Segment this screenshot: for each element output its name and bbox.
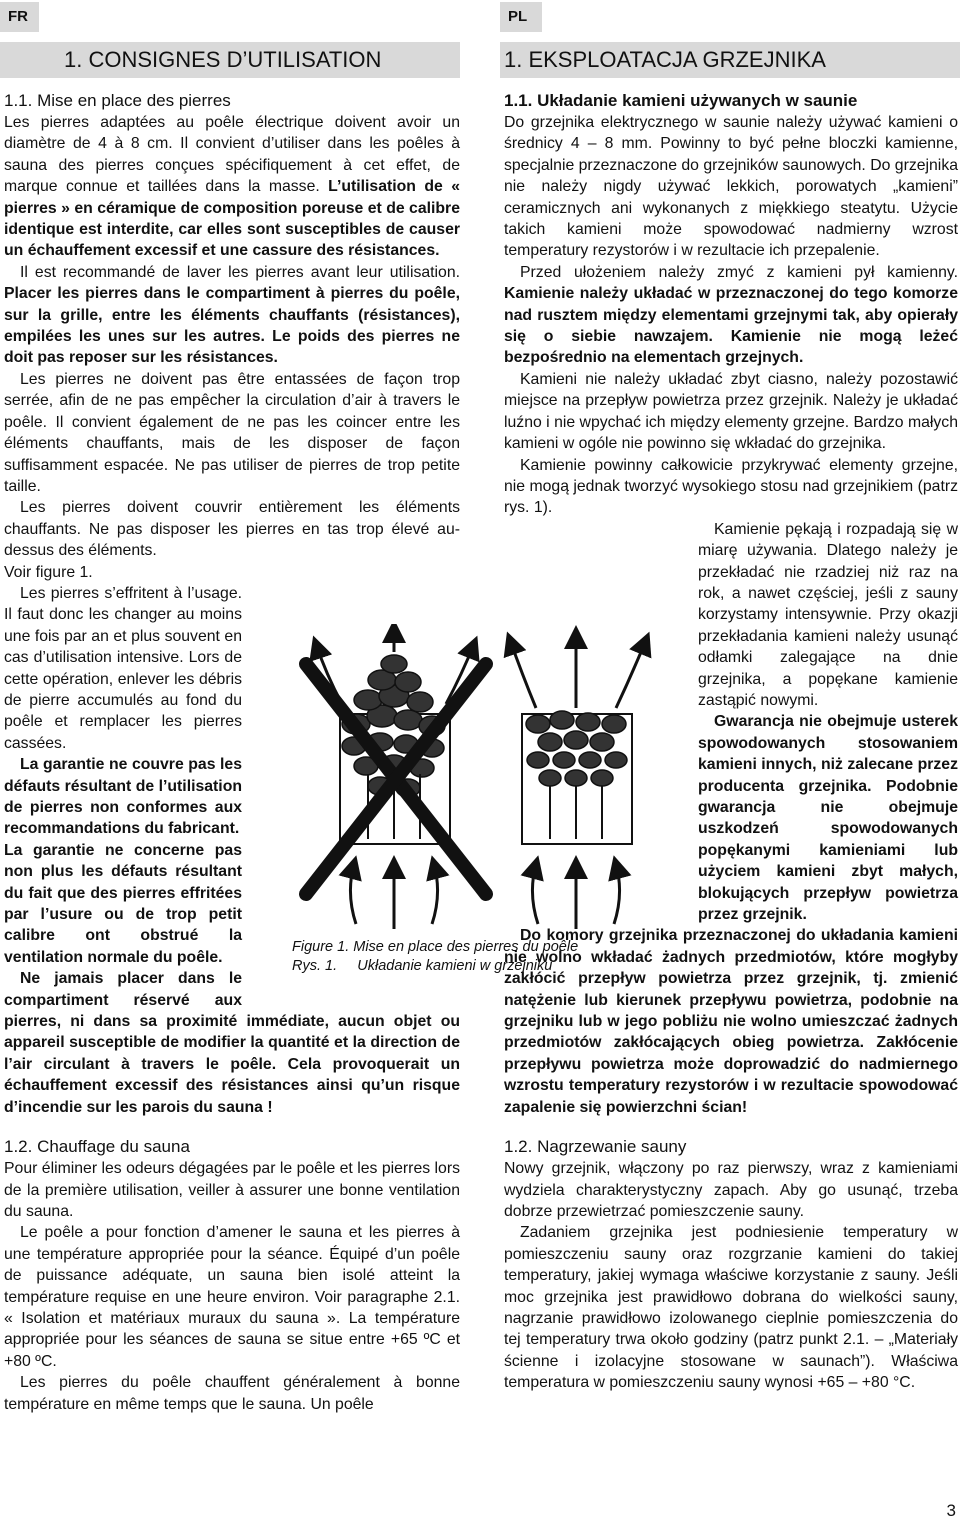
paragraph: Nowy grzejnik, włączony po raz pierwszy, wraz z kamieniami wydziela charakterystyczny zapach. Aby go usunąć, trzeba dobrze przewietrzać pomieszczenie sauny. [504, 1160, 958, 1220]
text-run: Les pierres adaptées au poêle électrique doivent avoir un diamètre de 4 à 8 cm. Il convient d’utiliser dans les poêles à sauna des pierres conçues spécifiquement à cet effet, de marque connue et taillées dans la masse. [4, 114, 460, 196]
heading-1-1-fr: 1.1. Mise en place des pierres [4, 91, 231, 110]
heading-1-2-fr: 1.2. Chauffage du sauna [4, 1137, 190, 1157]
page-number: 3 [946, 1501, 956, 1520]
paragraph-bold: La garantie ne couvre pas les défauts résultant de l’utilisation de pierres non conformes aux recommandations du fabricant. [4, 756, 242, 838]
figure-stone-placement [286, 624, 666, 936]
paragraph: Voir figure 1. [4, 563, 93, 581]
text-run: Przed ułożeniem należy zmyć z kamieni pył kamienny. [520, 263, 958, 281]
paragraph-bold: Ne jamais placer dans le compartiment réservé aux pierres, ni dans sa proximité immédiate, aucun objet ou appareil susceptible de modifier la quantité et la direction de l’air circulant à travers le poêle. Cela provoquerait un échauffement excessif des résistances ainsi qu’un risque d’incendie sur les parois du sauna ! [4, 970, 460, 1116]
page-title-fr: 1. CONSIGNES D’UTILISATION [64, 47, 382, 72]
paragraph [4, 262, 460, 369]
paragraph: Les pierres s’effritent à l’usage. Il faut donc les changer au moins une fois par an et plus souvent en cas d’utilisation intensive. Lors de cette opération, enlever les débris de pierre accumulés au fond du poêle et remplacer les pierres cassées. [4, 584, 242, 752]
paragraph: Zadaniem grzejnika jest podniesienie temperatury w pomieszczeniu sauny oraz rozgrzanie kamieni do takiej temperatury, jakiej wymaga właściwe korzystanie z sauny. Jeśli moc grzejnika jest prawidłowo dobrana do wielkości sauny, nagrzanie prawidłowo izolowanego cieplnie pomieszczenia do tej temperatury trwa około godziny (patrz punkt 2.1. – „Materiały ścienne i izolacyjne stosowane w saunach”). Właściwa temperatura w pomieszczeniu sauny wynosi +65 – +80 °C. [504, 1224, 958, 1392]
caption-pl: Rys. 1. Układanie kamieni w grzejniku [292, 958, 553, 974]
paragraph: Kamienie pękają i rozpadają się w miarę używania. Dlatego należy je przekładać nie rzadziej niż raz na rok, a nawet częściej, jeśli z sauny korzystamy intensywnie. Przy okazji przekładania kamieni należy usunąć odłamki zalegające na dnie grzejnika, a popękane kamienie zastąpić nowymi. [698, 520, 958, 709]
paragraph: Le poêle a pour fonction d’amener le sauna et les pierres à une température appropriée pour la séance. Équipé d’un poêle de puissance adéquate, un sauna bien isolé atteint la température requise en une heure environ. Voir paragraphe 2.1. « Isolation et matériaux muraux du sauna ». La température appropriée pour les séances de sauna se situe entre +65 ºC et +80 ºC. [4, 1224, 460, 1370]
paragraph [4, 112, 460, 262]
paragraph: Kamieni nie należy układać zbyt ciasno, należy pozostawić miejsce na przepływ powietrza przez grzejnik. Należy je układać luźno i nie wpychać ich między elementy grzejne. Bardzo małych kamieni w ogóle nie powinno się wkładać do grzejnika. [504, 370, 958, 453]
heater-incorrect [306, 628, 486, 929]
figure-caption [292, 938, 578, 976]
text-run-bold: Placer les pierres dans le compartiment à pierres du poêle, sur la grille, entre les éléments chauffants (résistances), empilées les unes sur les autres. Le poids des pierres ne doit pas reposer sur les résistances. [4, 285, 460, 367]
paragraph: Les pierres doivent couvrir entièrement les éléments chauffants. Ne pas disposer les pierres en tas trop élevé au-dessus des éléments. [4, 499, 460, 560]
paragraph: Les pierres du poêle chauffent généralement à bonne température en même temps que le sauna. Un poêle [4, 1374, 460, 1413]
paragraph-bold: Do komory grzejnika przeznaczonej do układania kamieni nie wolno wkładać żadnych przedmiotów, które mogłyby zakłócić przepływ powietrza przez grzejnik, tj. zmienić natężenie lub kierunek przepływu powietrza, podobnie na grzejniku lub w jego pobliżu nie wolno umieszczać żadnych przedmiotów zakłócających obieg powietrza. Zakłócenie przepływu powietrza może doprowadzić do nadmiernego wzrostu temperatury rezystorów i w rezultacie spowodować zapalenie się powierzchni ścian! [504, 927, 958, 1116]
paragraph-bold: La garantie ne concerne pas non plus les défauts résultant du fait que des pierres effritées par l’usure ou de trop petit calibre ont obstrué la ventilation normale du poêle. [4, 841, 242, 966]
paragraph [504, 262, 958, 369]
text-run-bold: L’utilisation de « pierres » en céramique de composition poreuse et de calibre identique est interdite, car elles sont susceptibles de causer un échauffement excessif et une cassure des résistances. [4, 178, 461, 260]
heading-1-1-pl: 1.1. Układanie kamieni używanych w saunie [504, 91, 858, 110]
paragraph: Pour éliminer les odeurs dégagées par le poêle et les pierres lors de la première utilisation, veiller à assurer une bonne ventilation du sauna. [4, 1160, 460, 1220]
lang-tab-pl: PL [500, 2, 542, 32]
paragraph: Les pierres ne doivent pas être entassées de façon trop serrée, afin de ne pas empêcher la circulation d’air à travers le poêle. Il convient également de ne pas les coincer entre les éléments chauffants, mais de les disposer de façon suffisamment espacée. Ne pas utiliser de pierres de trop petite taille. [4, 370, 460, 495]
paragraph: Kamienie powinny całkowicie przykrywać elementy grzejne, nie mogą jednak tworzyć wysokiego stosu nad grzejnikiem (patrz rys. 1). [504, 456, 958, 517]
paragraph-bold: Gwarancja nie obejmuje usterek spowodowanych stosowaniem kamieni innych, niż zalecane przez producenta grzejnika. Podobnie gwarancja nie obejmuje uszkodzeń spowodowanych popękanymi kamieniami lub użyciem kamieni zbyt małych, blokujących przepływ powietrza przez grzejnik. [698, 713, 958, 924]
page-title-pl: 1. EKSPLOATACJA GRZEJNIKA [504, 47, 826, 72]
caption-fr: Figure 1. Mise en place des pierres du poêle [292, 939, 579, 955]
text-run: Il est recommandé de laver les pierres avant leur utilisation. [20, 263, 460, 281]
paragraph: Do grzejnika elektrycznego w saunie należy używać kamieni o średnicy 4 – 8 mm. Powinny to być pełne bloczki kamienne, specjalnie przeznaczone do grzejników saunowych. Do grzejnika nie należy nigdy używać lekkich, porowatych „kamieni” ceramicznych ani wykonanych z miękkiego steatytu. Użycie takich kamieni może spowodować nadmierny wzrost temperatury rezystorów i w rezultacie ich przepalenie. [504, 114, 958, 260]
heading-1-2-pl: 1.2. Nagrzewanie sauny [504, 1137, 687, 1157]
text-run-bold: Kamienie należy układać w przeznaczonej do tego komorze nad rusztem między elementami grzejnymi tak, aby opierały się o siebie nawzajem. Kamienie nie mogą leżeć bezpośrednio na elementach grzejnych. [504, 285, 958, 367]
title-band-pl [500, 42, 960, 78]
heater-correct [510, 634, 646, 929]
lang-tab-fr: FR [0, 2, 39, 32]
title-band-fr [0, 42, 460, 78]
